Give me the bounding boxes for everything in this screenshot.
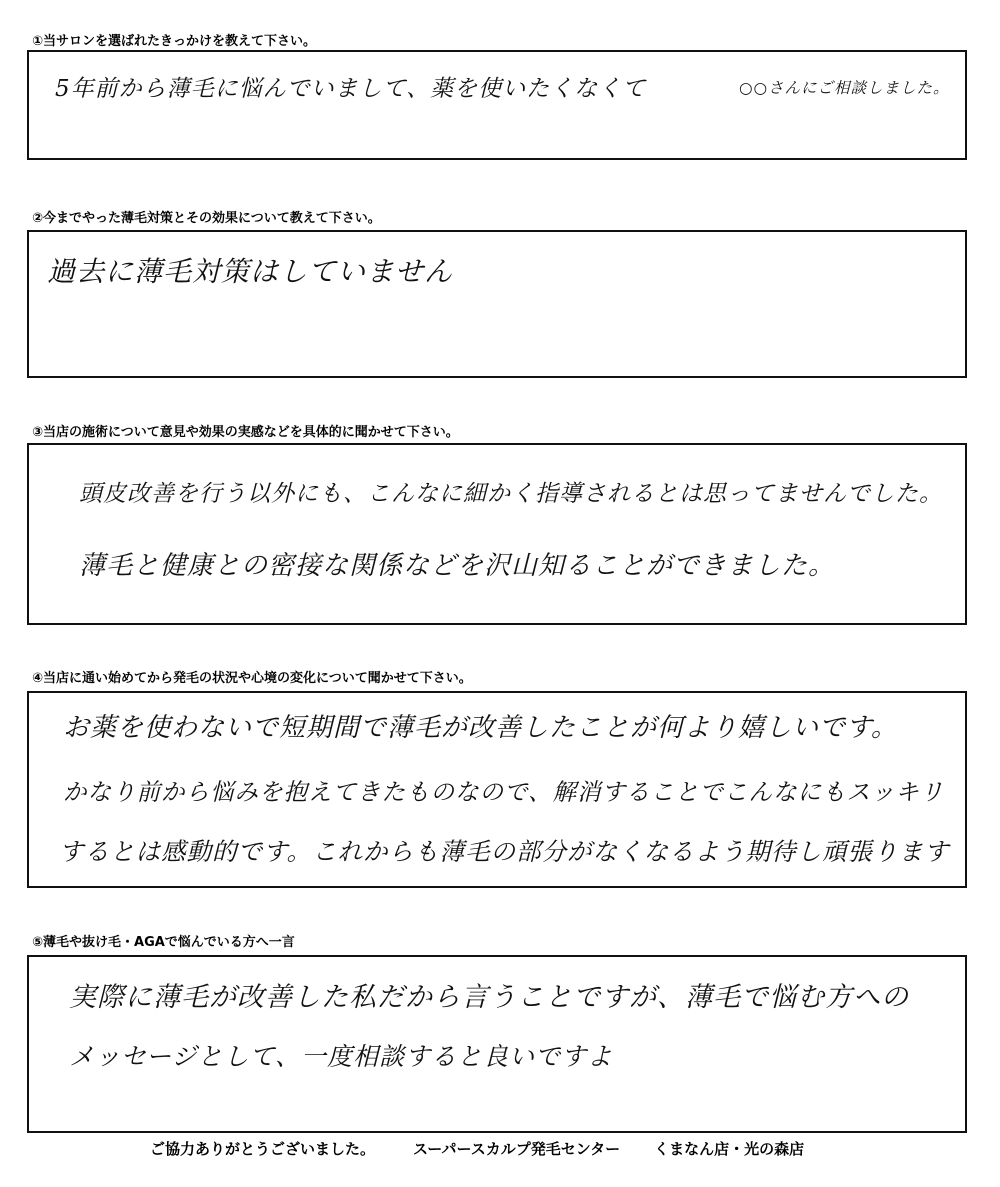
question-4: ④当店に通い始めてから発毛の状況や心境の変化について聞かせて下さい。 bbox=[32, 671, 472, 686]
footer-company: スーパースカルプ発毛センター bbox=[413, 1140, 621, 1158]
answer-1-line-1: 5年前から薄毛に悩んでいまして、薬を使いたくなくて bbox=[55, 76, 647, 102]
footer-store: くまなん店・光の森店 bbox=[654, 1140, 805, 1158]
footer-thanks: ご協力ありがとうございました。 bbox=[150, 1140, 376, 1158]
answer-4-line-1: お薬を使わないで短期間で薄毛が改善したことが何より嬉しいです。 bbox=[63, 713, 898, 743]
answer-box-1 bbox=[27, 50, 967, 160]
question-5: ⑤薄毛や抜け毛・AGAで悩んでいる方へ一言 bbox=[32, 935, 295, 950]
footer bbox=[150, 1138, 804, 1159]
answer-5-line-1: 実際に薄毛が改善した私だから言うことですが、薄毛で悩む方への bbox=[69, 982, 909, 1013]
answer-4-line-2: かなり前から悩みを抱えてきたものなので、解消することでこんなにもスッキリ bbox=[63, 778, 945, 806]
answer-3-line-2: 薄毛と健康との密接な関係などを沢山知ることができました。 bbox=[79, 551, 836, 581]
answer-box-3 bbox=[27, 443, 967, 625]
answer-1-line-2: ○○さんにご相談しました。 bbox=[739, 79, 950, 97]
answer-box-5 bbox=[27, 955, 967, 1133]
question-2: ②今までやった薄毛対策とその効果について教えて下さい。 bbox=[32, 211, 381, 226]
answer-4-line-3: するとは感動的です。これからも薄毛の部分がなくなるよう期待し頑張ります bbox=[59, 837, 950, 866]
answer-box-2 bbox=[27, 230, 967, 378]
answer-3-line-1: 頭皮改善を行う以外にも、こんなに細かく指導されるとは思ってませんでした。 bbox=[79, 481, 943, 507]
answer-2-line-1: 過去に薄毛対策はしていません bbox=[47, 255, 454, 288]
question-3: ③当店の施術について意見や効果の実感などを具体的に聞かせて下さい。 bbox=[32, 425, 459, 440]
answer-5-line-2: メッセージとして、一度相談すると良いですよ bbox=[69, 1042, 614, 1071]
question-1: ①当サロンを選ばれたきっかけを教えて下さい。 bbox=[32, 34, 317, 49]
answer-box-4 bbox=[27, 691, 967, 888]
